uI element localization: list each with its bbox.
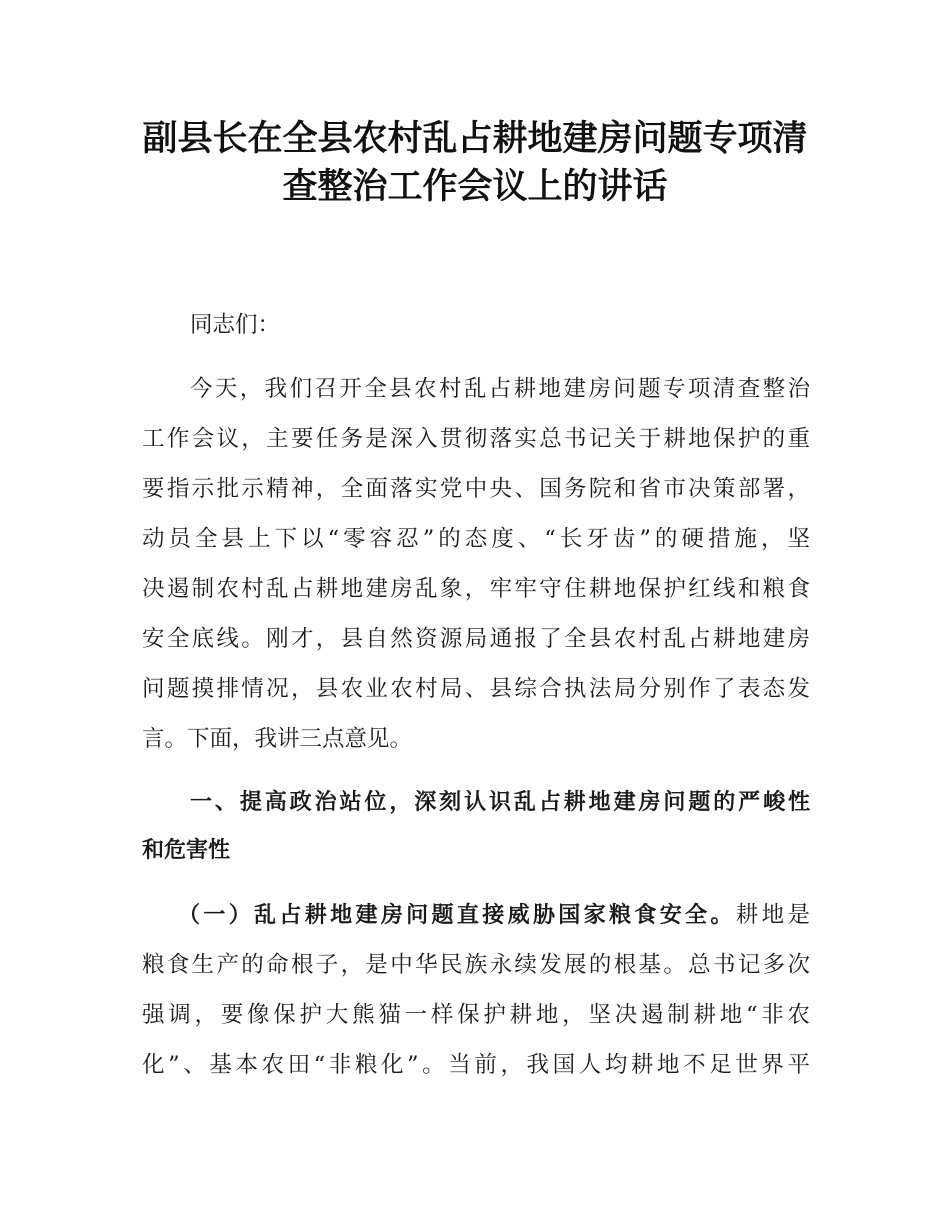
intro-line: 言。下面，我讲三点意见。: [142, 726, 413, 752]
section-heading-line-2: 和危害性: [142, 838, 231, 863]
subsection-first-line: [178, 900, 810, 931]
intro-line: 今天，我们召开全县农村乱占耕地建房问题专项清查整治: [190, 376, 810, 402]
document-title-line-2: 查整治工作会议上的讲话: [282, 166, 668, 207]
subsection-lead: （一）乱占耕地建房问题直接威胁国家粮食安全。: [178, 903, 736, 928]
subsection-line: 化”、基本农田“非粮化”。当前，我国人均耕地不足世界平: [142, 1052, 810, 1078]
salutation: 同志们：: [190, 312, 281, 338]
intro-line: 动员全县上下以“零容忍”的态度、“长牙齿”的硬措施，坚: [142, 526, 810, 552]
intro-line: 决遏制农村乱占耕地建房乱象，牢牢守住耕地保护红线和粮食: [142, 576, 810, 602]
subsection-lead-tail: 耕地是: [735, 902, 810, 928]
intro-line: 安全底线。刚才，县自然资源局通报了全县农村乱占耕地建房: [142, 626, 810, 652]
intro-line: 工作会议，主要任务是深入贯彻落实总书记关于耕地保护的重: [142, 426, 810, 452]
document-title-line-1: 副县长在全县农村乱占耕地建房问题专项清: [142, 118, 808, 159]
intro-line: 问题摸排情况，县农业农村局、县综合执法局分别作了表态发: [142, 676, 810, 702]
subsection-line: 强调，要像保护大熊猫一样保护耕地，坚决遏制耕地“非农: [142, 1002, 810, 1028]
intro-line: 要指示批示精神，全面落实党中央、国务院和省市决策部署，: [142, 476, 810, 502]
subsection-line: 粮食生产的命根子，是中华民族永续发展的根基。总书记多次: [142, 952, 810, 978]
section-heading-line-1: 一、提高政治站位，深刻认识乱占耕地建房问题的严峻性: [190, 790, 810, 815]
